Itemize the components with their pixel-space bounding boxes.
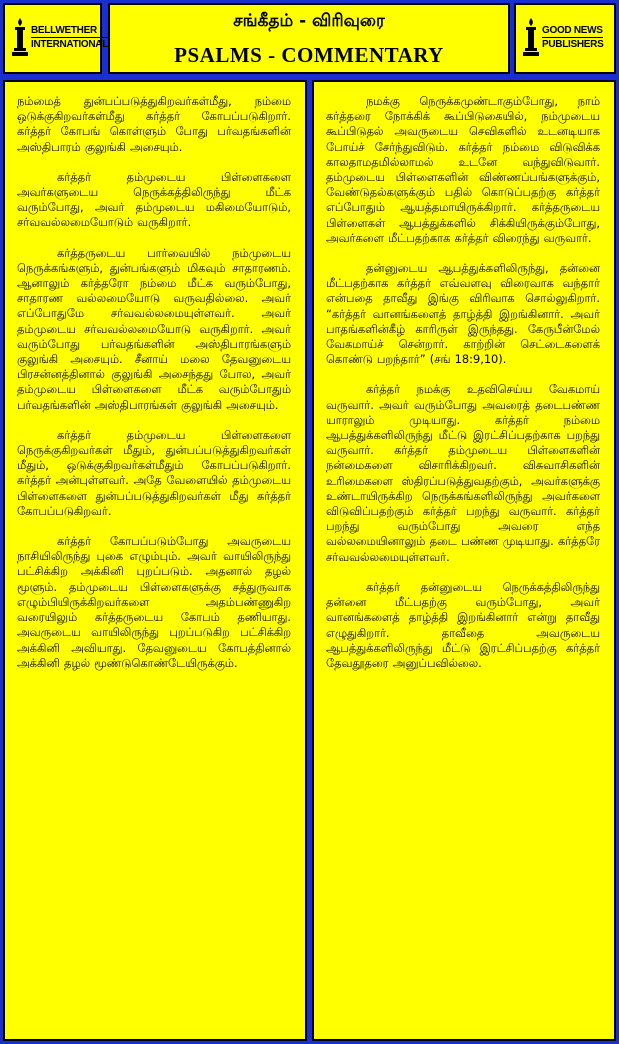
title-tamil: சங்கீதம் - விரிவுரை bbox=[233, 11, 385, 31]
logo-right-line-1: GOOD NEWS bbox=[542, 24, 603, 36]
lamp-pedestal-icon bbox=[11, 17, 29, 57]
right-paragraph-1: நமக்கு நெருக்கமுண்டாகும்போது, நாம் கர்த்தரை நோக்கிக் கூப்பிடுகையில், நம்முடைய கூப்பிடுதல் அவருடைய செவிகளில் உடனடியாக போய்ச் சேர்ந்துவிடும். கர்த்தர் நம்மை விடுவிக்க காலதாமதமில்லாமல் உடனே வந்துவிடுவார். தம்முடைய பிள்ளைகளின் விண்ணப்பங்களுக்கும், வேண்டுதல்களுக்கும் பதில் கொடுப்பதற்கு கர்த்தர் எப்போதும் ஆயத்தமாயிருக்கிறார். கர்த்தருடைய பிள்ளைகள் ஆபத்துக்களில் சிக்கியிருக்கும்போது, அவர்களை மீட்பதற்காக கர்த்தர் விரைந்து வருவார். bbox=[326, 94, 600, 245]
publisher-logo-right bbox=[514, 3, 616, 74]
left-paragraph-4: கர்த்தர் தம்முடைய பிள்ளைகளை நெருக்குகிறவர்கள் மீதும், துன்பப்படுத்துகிறவர்கள் மீதும், ஒடுக்குகிறவர்கள்மீதும் கோபப்படுகிறார். கர்த்தர் அன்புள்ளவர். அதே வேளையில் தம்முடைய பிள்ளைகளை துன்பப்படுத்துகிறவர்கள் மீது கர்த்தர் கோபப்படுகிறவர். bbox=[17, 427, 291, 518]
logo-left-line-2: INTERNATIONAL bbox=[31, 38, 109, 50]
left-paragraph-5: கர்த்தர் கோபப்படும்போது அவருடைய நாசியிலிருந்து புகை எழும்பும். அவர் வாயிலிருந்து பட்சிக்கிற அக்கினி புறப்படும். அதனால் தழல் மூளும். தம்முடைய பிள்ளைகளுக்கு சத்துருவாக எழும்பியிருக்கிறவர்களை அதம்பண்ணுகிற வரையிலும் கர்த்தருடைய கோபம் தணியாது. அவருடைய வாயிலிருந்து புறப்படுகிற பட்சிக்கிற அக்கினி அவியாது. தேவனுடைய கோபத்தினால் அக்கினி தழல் மூண்டுகொண்டேயிருக்கும். bbox=[17, 534, 291, 670]
right-column bbox=[312, 80, 616, 1041]
right-paragraph-4: கர்த்தர் தன்னுடைய நெருக்கத்திலிருந்து தன்னை மீட்பதற்கு வரும்போது, அவர் வானங்களைத் தாழ்த்தி இறங்கினார் என்று தாவீது எழுதுகிறார். தாவீதை அவருடைய ஆபத்துக்களிலிருந்து மீட்டு இரட்சிப்பதற்கு கர்த்தர் தேவதூதரை அனுப்பவில்லை. bbox=[326, 579, 600, 670]
lamp-pedestal-icon bbox=[522, 17, 540, 57]
title-box bbox=[108, 3, 510, 74]
left-paragraph-2: கர்த்தர் தம்முடைய பிள்ளைகளை அவர்களுடைய நெருக்கத்திலிருந்து மீட்க வரும்போது, அவர் தம்முடைய மகிமையோடும், சர்வவல்லமையோடும் வருகிறார். bbox=[17, 169, 291, 230]
publisher-logo-left bbox=[3, 3, 109, 74]
logo-right-line-2: PUBLISHERS bbox=[542, 38, 604, 50]
right-paragraph-3: கர்த்தர் நமக்கு உதவிசெய்ய வேகமாய் வருவார். அவர் வரும்போது அவரைத் தடைபண்ண யாராலும் முடியாது. கர்த்தர் நம்மை ஆபத்துக்களிலிருந்து மீட்டு இரட்சிப்பதற்காக பறந்து வருவார். கர்த்தர் தம்முடைய பிள்ளைகளின் நன்மைகளை விசாரிக்கிறவர். விசுவாசிகளின் உரிமைகளை ஸ்திரப்படுத்துவதற்கும், அவர்களுக்கு உண்டாயிருக்கிற நெருக்கங்களிலிருந்து அவர்களை விடுவிப்பதற்கும் கர்த்தர் பறந்து வருவார். கர்த்தர் பறந்து வரும்போது அவரை எந்த வல்லமையினாலும் தடை பண்ண முடியாது. கர்த்தரே சர்வவல்லமையுள்ளவர். bbox=[326, 382, 600, 564]
left-column bbox=[3, 80, 307, 1041]
left-paragraph-3: கர்த்தருடைய பார்வையில் நம்முடைய நெருக்கங்களும், துன்பங்களும் மிகவும் சாதாரணம். ஆனாலும் கர்த்தரோ நம்மை மீட்க வரும்போது, சாதாரண வல்லமையோடு வருவதில்லை. அவர் எப்போதுமே சர்வவல்லமையுள்ளவர். அவர் தம்முடைய சர்வவல்லமையோடு வருகிறார். அவர் வரும்போது பர்வதங்களின் அஸ்திபாரங்களும் குலுங்கி அசையும். சீனாய் மலை தேவனுடைய பிரசன்னத்தினால் குலுங்கி அசைந்தது போல, அவர் தம்முடைய பிள்ளைகளை மீட்க வரும்போதும் பர்வதங்களின் அஸ்திபாரங்கள் குலுங்கி அசையும். bbox=[17, 245, 291, 412]
left-paragraph-1: நம்மைத் துன்பப்படுத்துகிறவர்கள்மீது, நம்மை ஒடுக்குகிறவர்கள்மீது கர்த்தர் கோபப்படுகிறார். கர்த்தர் கோபங் கொள்ளும் போது பர்வதங்களின் அஸ்திபாரம் குலுங்கி அசையும். bbox=[17, 94, 291, 154]
logo-left-line-1: BELLWETHER bbox=[31, 24, 108, 38]
title-english: PSALMS - COMMENTARY bbox=[174, 43, 444, 67]
right-paragraph-2: தன்னுடைய ஆபத்துக்களிலிருந்து, தன்னை மீட்பதற்காக கர்த்தர் எவ்வளவு விரைவாக வந்தார் என்பதை தாவீது இங்கு விரிவாக சொல்லுகிறார். “கர்த்தர் வானங்களைத் தாழ்த்தி இறங்கினார். அவர் பாதங்களின்கீழ் காரிருள் இருந்தது. கேருபீன்மேல் வேகமாய்ச் சென்றார். காற்றின் செட்டைகளைக் கொண்டு பறந்தார்” (சங் 18:9,10). bbox=[326, 261, 600, 367]
